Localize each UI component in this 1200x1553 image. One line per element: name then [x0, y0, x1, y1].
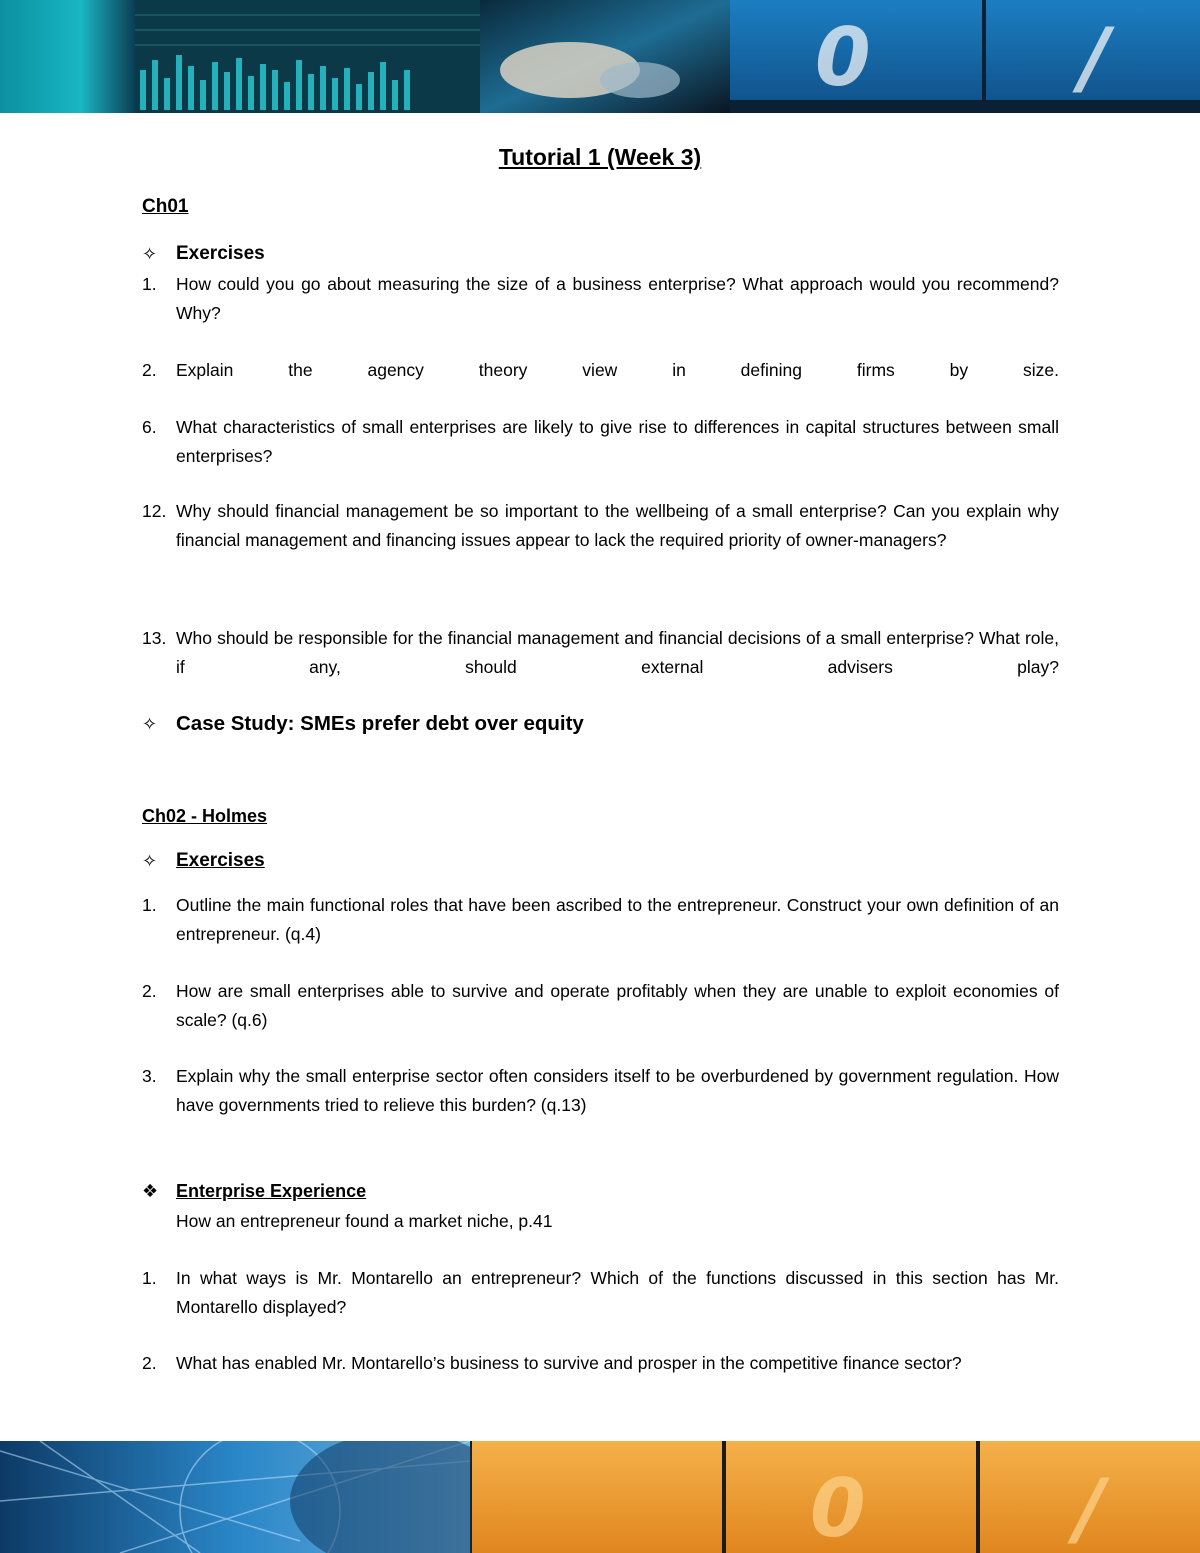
- item-number: 2.: [142, 360, 157, 380]
- enterprise-question-item: [142, 1264, 1059, 1321]
- item-text: What has enabled Mr. Montarello’s business to survive and prosper in the competitive finance sector?: [176, 1353, 962, 1373]
- header-banner-image: [0, 0, 1200, 113]
- item-text: How could you go about measuring the size of a business enterprise? What approach would you recommend? Why?: [176, 274, 1059, 323]
- svg-text:0: 0: [810, 1462, 866, 1553]
- ch02-exercise-item: [142, 891, 1059, 948]
- ch01-exercise-item: [142, 356, 1059, 385]
- header-banner: [0, 0, 1200, 113]
- footer-banner-image: [0, 1441, 1200, 1553]
- item-number: 2.: [142, 981, 157, 1001]
- item-number: 3.: [142, 1066, 157, 1086]
- ch01-exercise-item: [142, 624, 1059, 681]
- item-text: What characteristics of small enterprises are likely to give rise to differences in capital structures between small enterprises?: [176, 417, 1059, 466]
- case-study-label: Case Study: SMEs prefer debt over equity: [176, 712, 584, 735]
- item-text: Why should financial management be so important to the wellbeing of a small enterprise? Can you explain why financial management and financing issues appear to lack the required priority of owner-managers?: [176, 501, 1059, 550]
- item-text: Explain why the small enterprise sector often considers itself to be overburdened by government regulation. How have governments tried to relieve this burden? (q.13): [176, 1066, 1059, 1115]
- item-number: 1.: [142, 274, 157, 294]
- enterprise-question-item: [142, 1349, 1059, 1378]
- ch02-exercise-item: [142, 977, 1059, 1034]
- item-number: 12.: [142, 501, 167, 521]
- ch01-exercises-bullet: [142, 243, 265, 265]
- page-title: Tutorial 1 (Week 3): [498, 144, 702, 170]
- footer-banner: [0, 1441, 1200, 1553]
- diamond-bullet-icon: ❖: [142, 1181, 159, 1201]
- enterprise-experience-bullet: [142, 1181, 366, 1202]
- item-number: 1.: [142, 895, 157, 915]
- item-number: 2.: [142, 1353, 157, 1373]
- ch01-exercise-item: [142, 270, 1059, 327]
- ch01-heading: Ch01: [142, 196, 189, 217]
- item-text: In what ways is Mr. Montarello an entrepreneur? Which of the functions discussed in this section has Mr. Montarello displayed?: [176, 1268, 1059, 1317]
- diamond-bullet-icon: ✧: [142, 850, 158, 871]
- svg-text:0: 0: [815, 11, 871, 104]
- ch01-exercises-label: Exercises: [176, 243, 265, 264]
- item-number: 6.: [142, 417, 157, 437]
- diamond-bullet-icon: ✧: [142, 713, 158, 734]
- item-number: 13.: [142, 628, 167, 648]
- svg-text:/: /: [1075, 1462, 1105, 1553]
- item-number: 1.: [142, 1268, 157, 1288]
- ch01-exercise-item: [142, 497, 1059, 554]
- ch01-exercise-item: [142, 413, 1059, 470]
- ch02-exercise-item: [142, 1062, 1059, 1119]
- item-text: Who should be responsible for the financial management and financial decisions of a small enterprise? What role, if any, should external advisers play?: [176, 628, 1059, 677]
- svg-text:/: /: [1080, 11, 1110, 104]
- diamond-bullet-icon: ✧: [142, 243, 158, 264]
- enterprise-experience-subtitle: How an entrepreneur found a market niche, p.41: [176, 1211, 553, 1231]
- ch02-exercises-label: Exercises: [176, 850, 265, 871]
- enterprise-experience-label: Enterprise Experience: [176, 1181, 367, 1201]
- ch01-case-study-bullet: [142, 712, 584, 736]
- item-text: Explain the agency theory view in defining firms by size.: [176, 360, 1059, 380]
- ch02-heading: Ch02 - Holmes: [142, 806, 268, 826]
- ch02-exercises-bullet: [142, 850, 265, 872]
- item-text: Outline the main functional roles that have been ascribed to the entrepreneur. Construct your own definition of an entrepreneur. (q.4): [176, 895, 1059, 944]
- item-text: How are small enterprises able to survive and operate profitably when they are unable to exploit economies of scale? (q.6): [176, 981, 1059, 1030]
